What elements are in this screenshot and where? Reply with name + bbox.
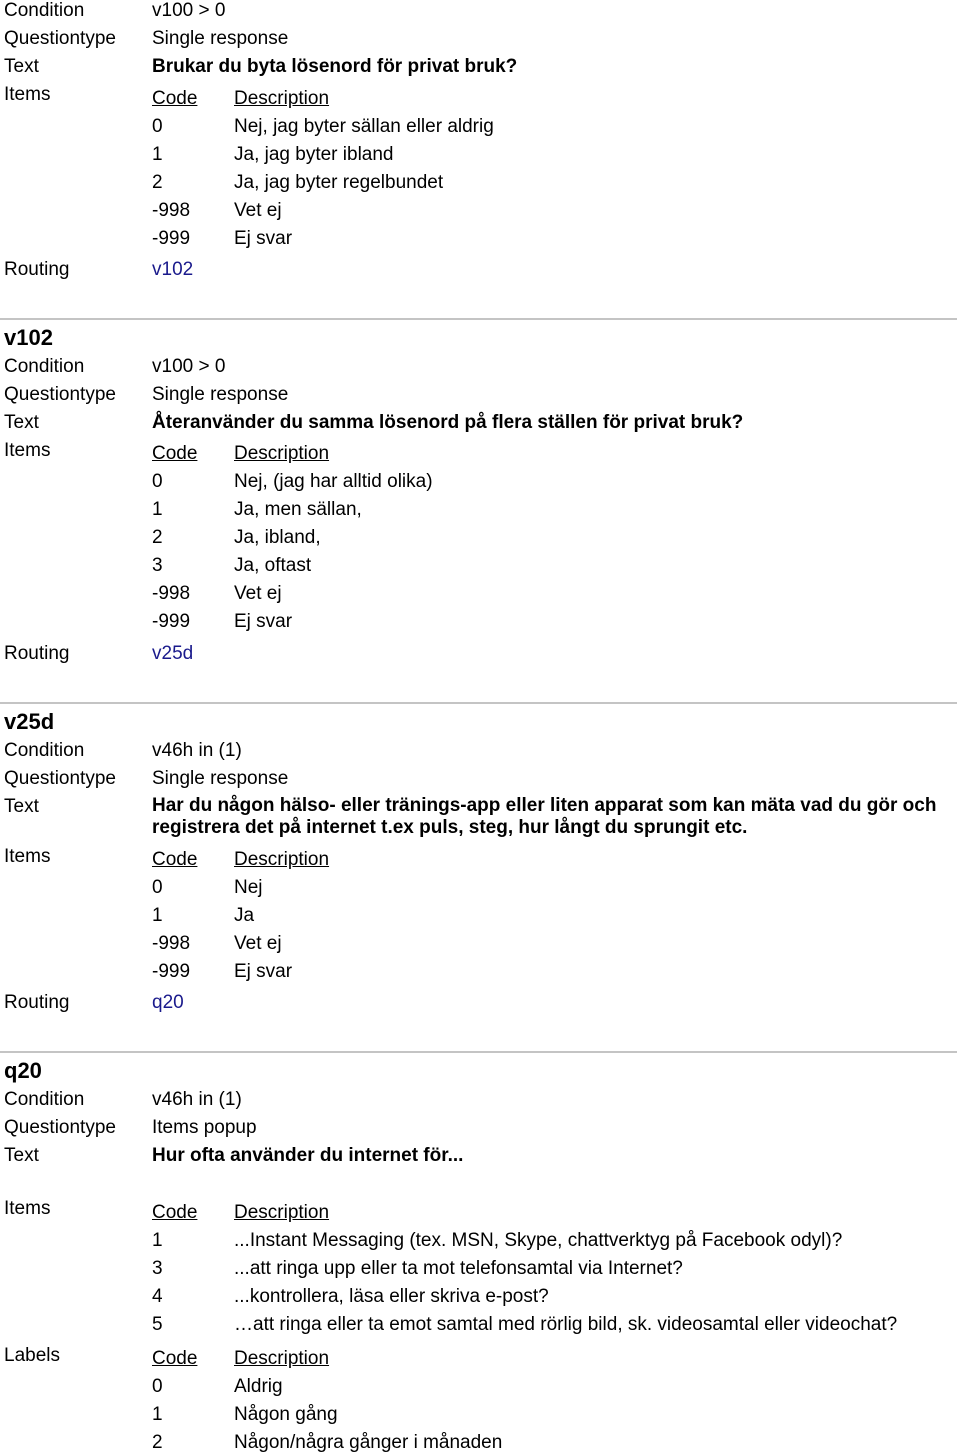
item-code: 2 xyxy=(152,527,163,548)
item-description: Ja, oftast xyxy=(234,555,312,576)
item-description: Vet ej xyxy=(234,200,282,221)
condition-value: v46h in (1) xyxy=(152,740,242,761)
questiontype-value: Single response xyxy=(152,768,289,789)
item-description: Ja xyxy=(234,905,255,926)
section-title: v25d xyxy=(4,709,55,734)
section-divider xyxy=(0,318,957,320)
questiontype-value: Items popup xyxy=(152,1117,257,1138)
section-title: v102 xyxy=(4,325,53,350)
item-description: Ja, jag byter ibland xyxy=(234,144,394,165)
items-label: Items xyxy=(4,84,51,105)
code-header: Code xyxy=(152,849,198,870)
section-divider xyxy=(0,702,957,704)
item-description: Vet ej xyxy=(234,583,282,604)
routing-label: Routing xyxy=(4,643,70,664)
item-description: Nej, (jag har alltid olika) xyxy=(234,471,433,492)
item-code: 1 xyxy=(152,905,163,926)
item-code: 3 xyxy=(152,555,163,576)
labels-label: Labels xyxy=(4,1345,60,1366)
item-description: ...kontrollera, läsa eller skriva e-post? xyxy=(234,1286,549,1307)
questiontype-value: Single response xyxy=(152,28,289,49)
label-code: 2 xyxy=(152,1432,163,1453)
routing-link[interactable]: v102 xyxy=(152,259,194,280)
item-code: 1 xyxy=(152,144,163,165)
item-description: Nej, jag byter sällan eller aldrig xyxy=(234,116,494,137)
item-code: 0 xyxy=(152,471,163,492)
questiontype-label: Questiontype xyxy=(4,384,116,405)
item-code: 1 xyxy=(152,1230,163,1251)
question-text: Hur ofta använder du internet för... xyxy=(152,1145,464,1166)
questiontype-label: Questiontype xyxy=(4,768,116,789)
question-text: Har du någon hälso- eller tränings-app eller liten apparat som kan mäta vad du gör och registrera det på internet t.ex puls, steg, hur långt du sprungit etc. xyxy=(152,795,937,838)
label-description: Aldrig xyxy=(234,1376,283,1397)
question-text: Återanvänder du samma lösenord på flera ställen för privat bruk? xyxy=(152,412,744,433)
text-label: Text xyxy=(4,56,39,77)
item-code: -999 xyxy=(152,961,191,982)
description-header: Description xyxy=(234,1202,330,1223)
code-header: Code xyxy=(152,443,198,464)
label-description: Någon/några gånger i månaden xyxy=(234,1432,503,1453)
condition-label: Condition xyxy=(4,740,85,761)
item-description: ...att ringa upp eller ta mot telefonsamtal via Internet? xyxy=(234,1258,683,1279)
questiontype-label: Questiontype xyxy=(4,28,116,49)
item-description: Nej xyxy=(234,877,263,898)
question-text: Brukar du byta lösenord för privat bruk? xyxy=(152,56,518,77)
section-title: q20 xyxy=(4,1058,42,1083)
items-label: Items xyxy=(4,1198,51,1219)
condition-value: v46h in (1) xyxy=(152,1089,242,1110)
condition-value: v100 > 0 xyxy=(152,0,226,21)
item-description: …att ringa eller ta emot samtal med rörlig bild, sk. videosamtal eller videochat? xyxy=(234,1314,898,1335)
code-header: Code xyxy=(152,88,198,109)
questiontype-value: Single response xyxy=(152,384,289,405)
text-label: Text xyxy=(4,796,39,817)
item-description: Ja, men sällan, xyxy=(234,499,362,520)
description-header: Description xyxy=(234,1348,330,1369)
text-label: Text xyxy=(4,1145,39,1166)
item-description: Ej svar xyxy=(234,611,293,632)
item-code: -999 xyxy=(152,611,191,632)
text-label: Text xyxy=(4,412,39,433)
condition-value: v100 > 0 xyxy=(152,356,226,377)
section-divider xyxy=(0,1051,957,1053)
condition-label: Condition xyxy=(4,356,85,377)
item-code: 0 xyxy=(152,116,163,137)
description-header: Description xyxy=(234,443,330,464)
item-code: 2 xyxy=(152,172,163,193)
item-code: 0 xyxy=(152,877,163,898)
description-header: Description xyxy=(234,849,330,870)
item-code: 1 xyxy=(152,499,163,520)
item-description: ...Instant Messaging (tex. MSN, Skype, chattverktyg på Facebook odyl)? xyxy=(234,1230,843,1251)
description-header: Description xyxy=(234,88,330,109)
item-code: -999 xyxy=(152,228,191,249)
condition-label: Condition xyxy=(4,0,85,21)
item-code: -998 xyxy=(152,200,191,221)
item-description: Ej svar xyxy=(234,961,293,982)
questiontype-label: Questiontype xyxy=(4,1117,116,1138)
item-code: 4 xyxy=(152,1286,163,1307)
item-description: Ja, ibland, xyxy=(234,527,321,548)
item-description: Ja, jag byter regelbundet xyxy=(234,172,444,193)
label-code: 1 xyxy=(152,1404,163,1425)
item-description: Vet ej xyxy=(234,933,282,954)
routing-label: Routing xyxy=(4,259,70,280)
item-code: 5 xyxy=(152,1314,163,1335)
label-description: Någon gång xyxy=(234,1404,338,1425)
items-label: Items xyxy=(4,440,51,461)
routing-link[interactable]: v25d xyxy=(152,643,194,664)
code-header: Code xyxy=(152,1202,198,1223)
routing-label: Routing xyxy=(4,992,70,1013)
items-label: Items xyxy=(4,846,51,867)
item-code: 3 xyxy=(152,1258,163,1279)
routing-link[interactable]: q20 xyxy=(152,992,184,1013)
label-code: 0 xyxy=(152,1376,163,1397)
item-code: -998 xyxy=(152,933,191,954)
code-header: Code xyxy=(152,1348,198,1369)
condition-label: Condition xyxy=(4,1089,85,1110)
item-code: -998 xyxy=(152,583,191,604)
item-description: Ej svar xyxy=(234,228,293,249)
